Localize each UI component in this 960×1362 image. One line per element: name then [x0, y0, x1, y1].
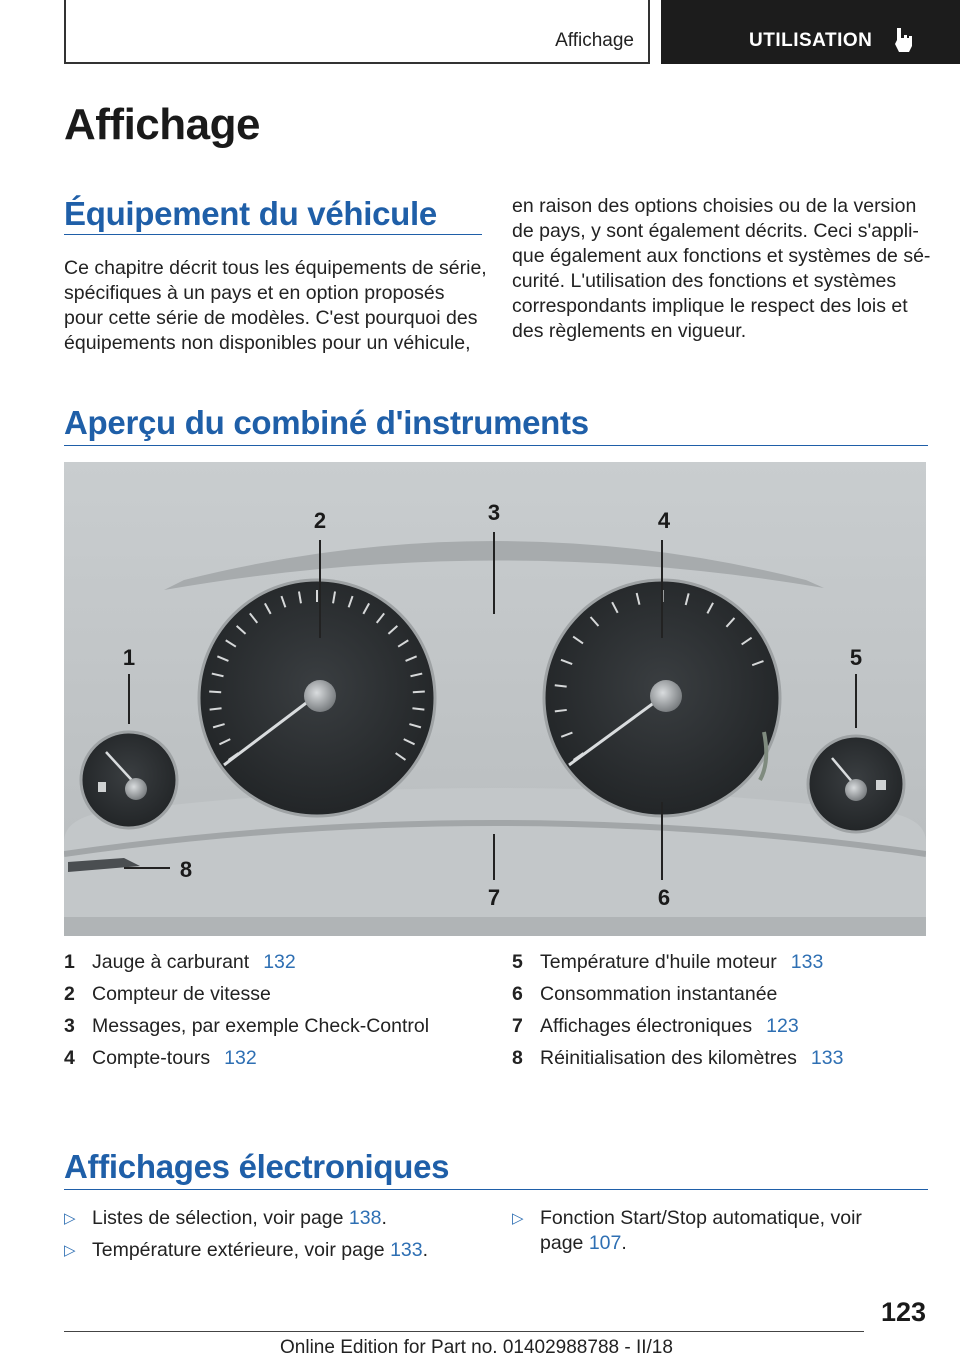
- punctuation: .: [422, 1239, 429, 1261]
- text-line: Ce chapitre décrit tous les équipements de série,: [64, 257, 487, 279]
- legend-text: Messages, par exemple Check-Control: [92, 1015, 430, 1037]
- legend-text: Température d'huile moteur: [540, 951, 777, 973]
- text-line: curité. L'utilisation des fonctions et systèmes: [512, 270, 897, 292]
- page-number: 123: [880, 1297, 926, 1327]
- cluster-heading: Aperçu du combiné d'instruments: [64, 404, 589, 441]
- callout-7: 7: [487, 885, 501, 910]
- legend-text: Consommation instantanée: [540, 983, 778, 1005]
- legend-text: Compte-tours: [92, 1047, 211, 1069]
- page-link[interactable]: 133: [790, 951, 824, 973]
- electronic-list-col2: [512, 1206, 862, 1263]
- list-item: [512, 1206, 862, 1256]
- instrument-cluster-figure: [64, 462, 926, 936]
- page-link[interactable]: 138: [348, 1207, 382, 1229]
- legend-text: Jauge à carburant: [92, 951, 250, 973]
- legend-num: 4: [64, 1047, 75, 1069]
- page-link[interactable]: 107: [588, 1232, 622, 1254]
- text-line: pour cette série de modèles. C'est pourquoi des: [64, 307, 478, 329]
- pointing-hand-icon: [893, 26, 915, 54]
- legend-item: [512, 946, 843, 978]
- legend-num: 6: [512, 983, 523, 1005]
- text-line: des règlements en vigueur.: [512, 320, 747, 342]
- page-link[interactable]: 133: [810, 1047, 844, 1069]
- list-item-text: Listes de sélection, voir page: [92, 1207, 349, 1229]
- footer-rule: [64, 1331, 864, 1332]
- page-link[interactable]: 123: [766, 1015, 799, 1037]
- text-line: spécifiques à un pays et en option proposés: [64, 282, 445, 304]
- legend-item: [512, 1042, 843, 1074]
- footer-text: Online Edition for Part no. 01402988788 - II/18: [280, 1337, 673, 1358]
- running-header-label: Affichage: [555, 30, 634, 51]
- legend-num: 3: [64, 1015, 75, 1037]
- legend-item: [64, 946, 429, 978]
- callout-4: 4: [657, 508, 671, 533]
- legend-num: 2: [64, 983, 75, 1005]
- legend-text: Réinitialisation des kilomètres: [540, 1047, 797, 1069]
- instrument-cluster-illustration: [64, 462, 926, 936]
- triangle-bullet-icon: ▷: [512, 1210, 524, 1227]
- equipment-text-col2: [512, 194, 930, 344]
- list-item-text: page: [540, 1232, 589, 1254]
- text-line: de pays, y sont également décrits. Ceci s'appli-: [512, 220, 919, 242]
- triangle-bullet-icon: ▷: [64, 1210, 76, 1227]
- legend-col2: [512, 946, 843, 1074]
- legend-num: 1: [64, 951, 75, 973]
- legend-num: 8: [512, 1047, 523, 1069]
- chapter-tab-label: UTILISATION: [749, 30, 873, 51]
- triangle-bullet-icon: ▷: [64, 1242, 76, 1259]
- equipment-rule: [64, 234, 482, 235]
- legend-item: [64, 978, 429, 1010]
- legend-col1: [64, 946, 429, 1074]
- page-link[interactable]: 132: [263, 951, 296, 973]
- chapter-tab[interactable]: [661, 0, 960, 64]
- equipment-text-col1: [64, 256, 487, 356]
- list-item: [64, 1238, 428, 1263]
- callout-3: 3: [487, 500, 501, 525]
- callout-5: 5: [849, 645, 863, 670]
- legend-text: Compteur de vitesse: [92, 983, 271, 1005]
- text-line: en raison des options choisies ou de la version: [512, 195, 917, 217]
- page-title: Affichage: [64, 100, 260, 149]
- legend-item: [64, 1042, 429, 1074]
- text-line: correspondants implique le respect des lois et: [512, 295, 908, 317]
- electronic-rule: [64, 1189, 928, 1190]
- running-header-section: [64, 0, 650, 64]
- electronic-list-col1: [64, 1206, 428, 1270]
- list-item-text: Température extérieure, voir page: [92, 1239, 391, 1261]
- page-link[interactable]: 132: [224, 1047, 257, 1069]
- callout-8: 8: [179, 857, 193, 882]
- punctuation: .: [621, 1232, 627, 1254]
- cluster-rule: [64, 445, 928, 446]
- callout-6: 6: [657, 885, 671, 910]
- page-link[interactable]: 133: [390, 1239, 423, 1261]
- list-item-text: Fonction Start/Stop automatique, voir: [540, 1207, 862, 1229]
- legend-text: Affichages électroniques: [540, 1015, 753, 1037]
- punctuation: .: [381, 1207, 387, 1229]
- text-line: équipements non disponibles pour un véhicule,: [64, 332, 471, 354]
- legend-num: 5: [512, 951, 523, 973]
- equipment-heading: Équipement du véhicule: [64, 195, 437, 232]
- callout-2: 2: [313, 508, 327, 533]
- legend-num: 7: [512, 1015, 523, 1037]
- list-item: [64, 1206, 428, 1231]
- legend-item: [512, 978, 843, 1010]
- text-line: que également aux fonctions et systèmes de sé-: [512, 245, 931, 267]
- legend-item: [512, 1010, 843, 1042]
- callout-1: 1: [122, 645, 136, 670]
- electronic-heading: Affichages électroniques: [64, 1148, 450, 1185]
- legend-item: [64, 1010, 429, 1042]
